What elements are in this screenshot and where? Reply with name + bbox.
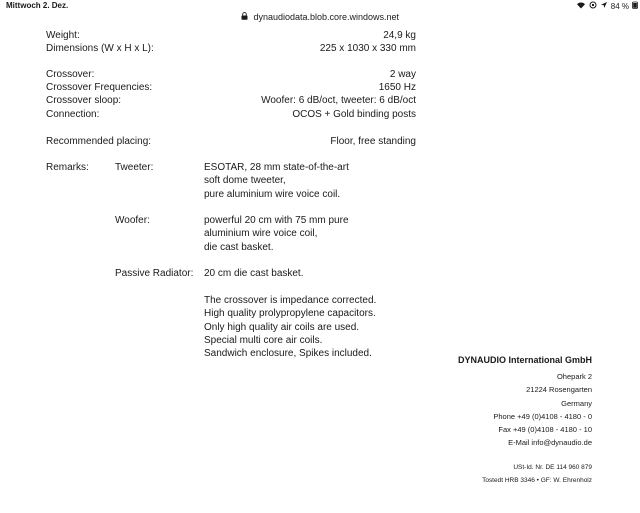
spec-label: Weight:: [46, 30, 80, 41]
company-street: Ohepark 2: [556, 372, 592, 381]
status-datetime: Mittwoch 2. Dez.: [6, 1, 69, 10]
remarks-label: Remarks:: [46, 162, 89, 173]
battery-percent: 84 %: [610, 1, 629, 11]
spec-value: 225 x 1030 x 330 mm: [319, 43, 416, 54]
company-fax: Fax +49 (0)4108 - 4180 - 10: [498, 425, 592, 435]
spec-label: Crossover Frequencies:: [46, 82, 153, 93]
spec-value: 24,9 kg: [383, 30, 416, 41]
spec-row-crossover: [46, 68, 416, 81]
text-line: 20 cm die cast basket.: [204, 268, 304, 279]
spec-row-weight: [46, 29, 416, 42]
woofer-description: [204, 214, 349, 254]
company-vat-id: USt-Id. Nr. DE 114 960 879: [513, 463, 592, 471]
spec-label: Recommended placing:: [46, 136, 152, 147]
spec-label: Crossover:: [46, 69, 95, 80]
company-name: DYNAUDIO International GmbH: [457, 355, 592, 365]
text-line: The crossover is impedance corrected.: [204, 295, 377, 306]
spec-label: Crossover sloop:: [46, 95, 122, 106]
spec-label: Connection:: [46, 109, 100, 120]
text-line: pure aluminium wire voice coil.: [204, 188, 341, 200]
spec-label: Dimensions (W x H x L):: [46, 43, 154, 54]
company-phone: Phone +49 (0)4108 - 4180 - 0: [493, 411, 592, 421]
company-address-block: [458, 354, 592, 487]
spec-row-recommended-placing: [46, 135, 416, 148]
tweeter-description: [204, 161, 349, 201]
spec-row-crossover-sloop: [46, 94, 416, 107]
spec-row-connection: [46, 108, 416, 121]
tweeter-label: Tweeter:: [115, 162, 154, 173]
spec-value: Woofer: 6 dB/oct, tweeter: 6 dB/oct: [261, 95, 416, 106]
text-line: Only high quality air coils are used.: [204, 321, 360, 333]
passive-radiator-label: Passive Radiator:: [115, 268, 194, 279]
url-text: dynaudiodata.blob.core.windows.net: [253, 12, 400, 22]
spacer: [458, 450, 592, 461]
spec-value: 1650 Hz: [378, 82, 416, 93]
text-line: aluminium wire voice coil,: [204, 228, 318, 240]
company-email[interactable]: E-Mail info@dynaudio.de: [508, 438, 592, 448]
text-line: Special multi core air coils.: [204, 334, 323, 346]
spec-row-dimensions: [46, 42, 416, 55]
spec-value: OCOS + Gold binding posts: [292, 109, 416, 120]
company-register: Tostedt HRB 3346 • GF: W. Ehrenholz: [482, 476, 592, 484]
text-line: die cast basket.: [204, 241, 274, 253]
spec-row-crossover-frequencies: [46, 81, 416, 94]
company-country: Germany: [561, 398, 592, 408]
construction-notes: [204, 294, 376, 360]
remarks-heading: [46, 161, 106, 174]
spec-value: Floor, free standing: [330, 136, 416, 147]
text-line: Sandwich enclosure, Spikes included.: [204, 348, 372, 360]
text-line: powerful 20 cm with 75 mm pure: [204, 215, 349, 226]
text-line: soft dome tweeter,: [204, 175, 286, 187]
passive-radiator-description: [204, 267, 304, 280]
spec-value: 2 way: [389, 69, 416, 80]
company-city: 21224 Rosengarten: [526, 385, 592, 395]
woofer-label: Woofer:: [115, 215, 150, 226]
text-line: ESOTAR, 28 mm state-of-the-art: [204, 162, 349, 173]
text-line: High quality prolypropylene capacitors.: [204, 308, 376, 320]
